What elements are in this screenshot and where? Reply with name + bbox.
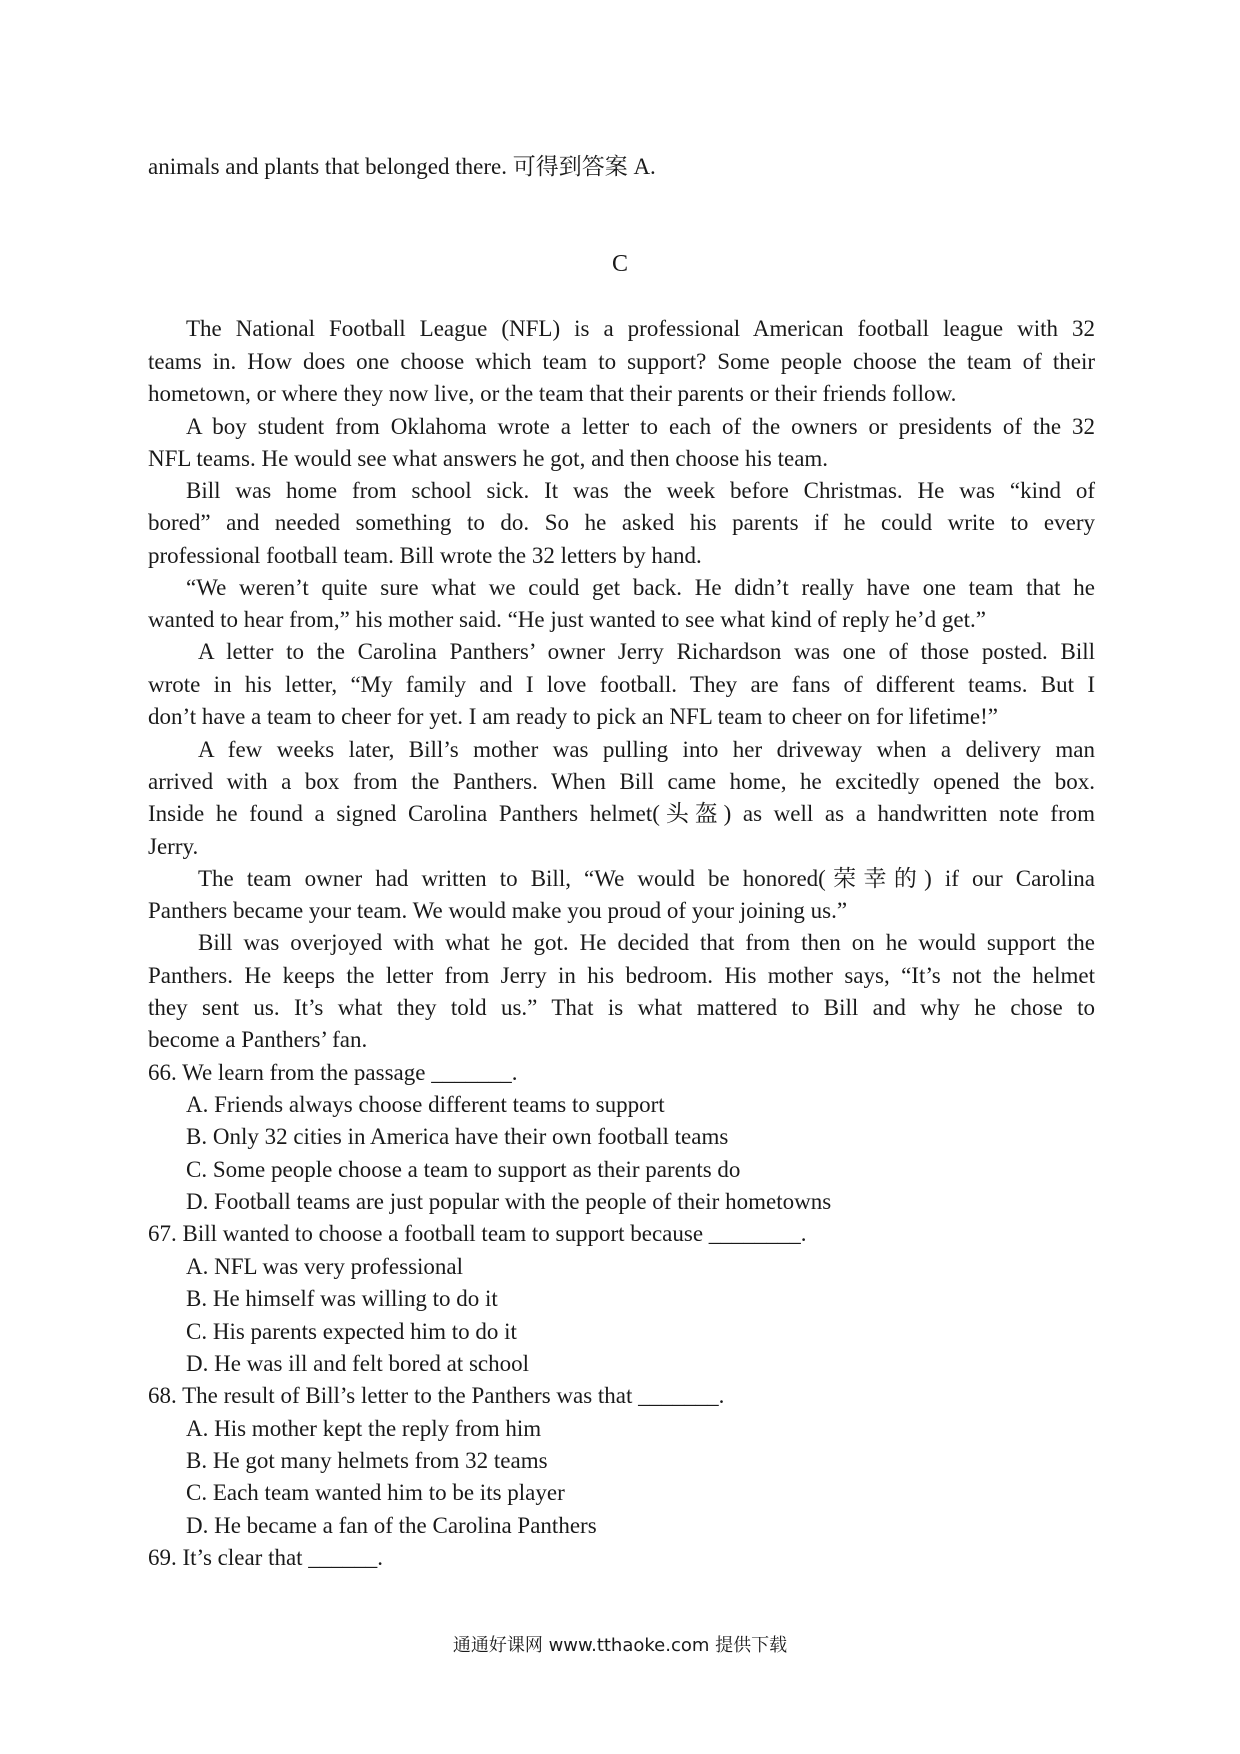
passage-line: hometown, or where they now live, or the team that their parents or their friends follow.: [148, 381, 957, 406]
passage-line: Bill was home from school sick. It was the week before Christmas. He was “kind of: [186, 478, 1095, 503]
passage-line: teams in. How does one choose which team to support? Some people choose the team of their: [148, 349, 1095, 374]
passage-line: become a Panthers’ fan.: [148, 1027, 368, 1052]
passage-line: NFL teams. He would see what answers he got, and then choose his team.: [148, 446, 829, 471]
passage-line: don’t have a team to cheer for yet. I am ready to pick an NFL team to cheer on for lifetime!”: [148, 704, 999, 729]
passage-line: they sent us. It’s what they told us.” That is what mattered to Bill and why he chose to: [148, 995, 1095, 1020]
question-66-stem: 66. We learn from the passage _______.: [148, 1060, 518, 1085]
passage-line: “We weren’t quite sure what we could get back. He didn’t really have one team that he: [186, 575, 1095, 600]
passage-line: bored” and needed something to do. So he asked his parents if he could write to every: [148, 510, 1095, 535]
passage-line: Inside he found a signed Carolina Panthers helmet(头盔) as well as a handwritten note from: [148, 801, 1095, 826]
question-67-option-c: C. His parents expected him to do it: [186, 1319, 517, 1344]
passage-line: A letter to the Carolina Panthers’ owner Jerry Richardson was one of those posted. Bill: [198, 639, 1095, 664]
question-68-option-d: D. He became a fan of the Carolina Panthers: [186, 1513, 597, 1538]
question-66-option-b: B. Only 32 cities in America have their own football teams: [186, 1124, 729, 1149]
passage-line: arrived with a box from the Panthers. When Bill came home, he excitedly opened the box.: [148, 769, 1095, 794]
passage-line: A few weeks later, Bill’s mother was pulling into her driveway when a delivery man: [198, 737, 1095, 762]
passage-line: professional football team. Bill wrote the 32 letters by hand.: [148, 543, 702, 568]
passage-line: wanted to hear from,” his mother said. “He just wanted to see what kind of reply he’d get.”: [148, 607, 986, 632]
question-69-stem: 69. It’s clear that ______.: [148, 1545, 384, 1570]
intro-line: animals and plants that belonged there. 可得到答案 A.: [148, 154, 656, 179]
passage-line: Panthers. He keeps the letter from Jerry in his bedroom. His mother says, “It’s not the helmet: [148, 963, 1095, 988]
page-footer: 通通好课网 www.tthaoke.com 提供下载: [452, 1635, 788, 1656]
question-66-option-c: C. Some people choose a team to support as their parents do: [186, 1157, 741, 1182]
passage-line: The team owner had written to Bill, “We would be honored(荣幸的) if our Carolina: [198, 866, 1095, 891]
passage-line: Jerry.: [148, 834, 199, 859]
passage-line: A boy student from Oklahoma wrote a letter to each of the owners or presidents of the 32: [186, 414, 1095, 439]
question-68-option-c: C. Each team wanted him to be its player: [186, 1480, 565, 1505]
passage-line: Panthers became your team. We would make you proud of your joining us.”: [148, 898, 848, 923]
passage-line: The National Football League (NFL) is a professional American football league with 32: [186, 316, 1095, 341]
question-68-option-a: A. His mother kept the reply from him: [186, 1416, 542, 1441]
question-67-option-b: B. He himself was willing to do it: [186, 1286, 498, 1311]
passage-line: wrote in his letter, “My family and I love football. They are fans of different teams. But I: [148, 672, 1095, 697]
section-heading: C: [611, 251, 628, 277]
question-66-option-d: D. Football teams are just popular with the people of their hometowns: [186, 1189, 832, 1214]
question-67-stem: 67. Bill wanted to choose a football team to support because ________.: [148, 1221, 807, 1246]
question-68-stem: 68. The result of Bill’s letter to the Panthers was that _______.: [148, 1383, 725, 1408]
question-68-option-b: B. He got many helmets from 32 teams: [186, 1448, 548, 1473]
question-67-option-d: D. He was ill and felt bored at school: [186, 1351, 529, 1376]
passage-line: Bill was overjoyed with what he got. He decided that from then on he would support the: [198, 930, 1095, 955]
question-67-option-a: A. NFL was very professional: [186, 1254, 464, 1279]
question-66-option-a: A. Friends always choose different teams to support: [186, 1092, 665, 1117]
